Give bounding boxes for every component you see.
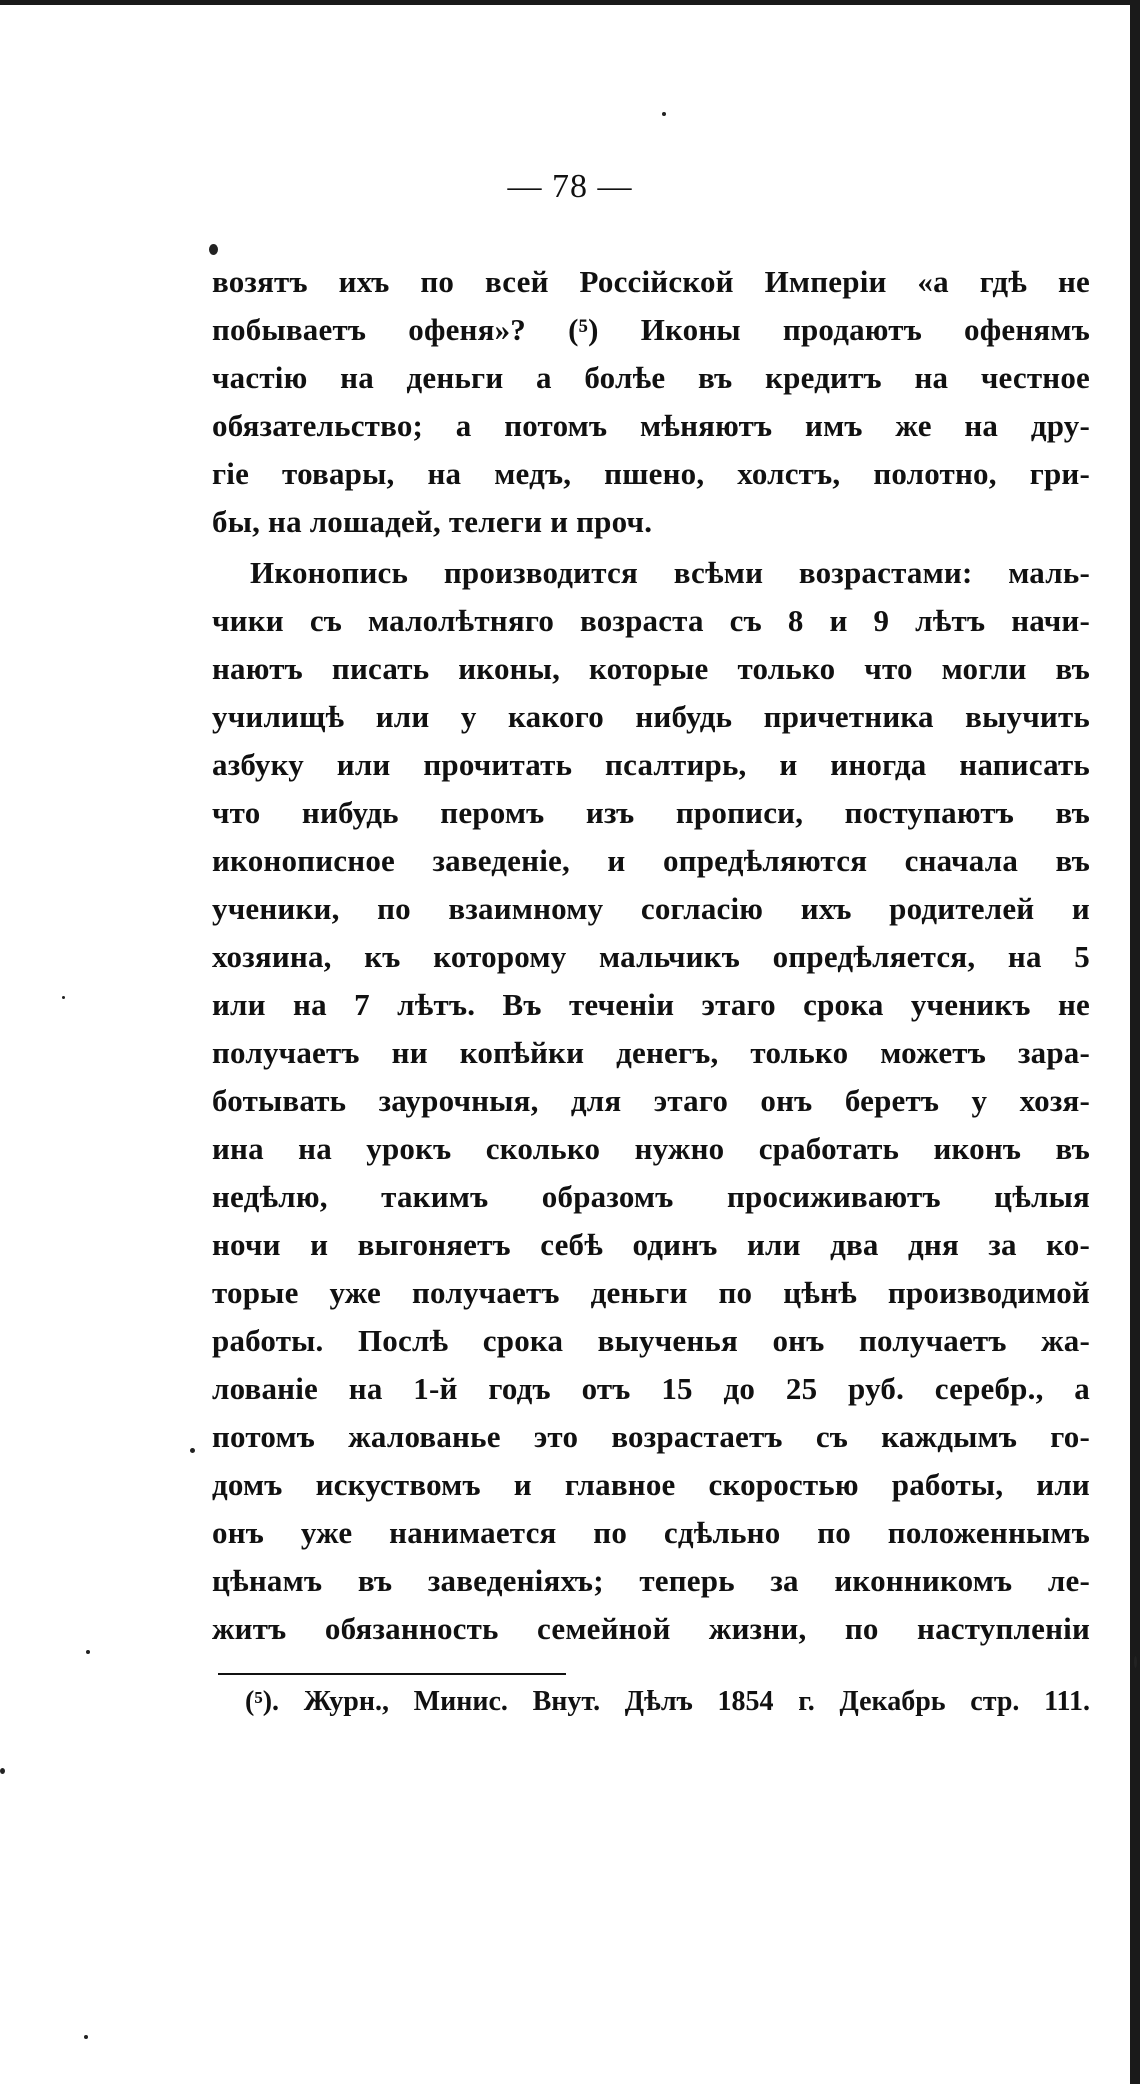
text-line: онъ уже нанимается по сдѣльно по положеннымъ <box>212 1515 1090 1550</box>
scan-right-edge <box>1130 0 1140 2084</box>
text-line: или на 7 лѣтъ. Въ теченіи этаго срока ученикъ не <box>212 987 1090 1022</box>
scan-speck <box>190 1448 195 1453</box>
paragraph <box>212 549 1090 1653</box>
text-line: лованіе на 1-й годъ отъ 15 до 25 руб. серебр., а <box>212 1371 1090 1406</box>
text-line: ученики, по взаимному согласію ихъ родителей и <box>212 891 1090 926</box>
text-line: торые уже получаетъ деньги по цѣнѣ производимой <box>212 1275 1090 1310</box>
text-line: азбуку или прочитать псалтирь, и иногда написать <box>212 747 1090 782</box>
text-line: работы. Послѣ срока выученья онъ получаетъ жа- <box>212 1323 1090 1358</box>
text-line: училищѣ или у какого нибудь причетника выучить <box>212 699 1090 734</box>
text-line: что нибудь перомъ изъ прописи, поступаютъ въ <box>212 795 1090 830</box>
text-line: цѣнамъ въ заведеніяхъ; теперь за иконникомъ ле- <box>212 1563 1090 1598</box>
text-line: гіе товары, на медъ, пшено, холстъ, полотно, гри- <box>212 456 1090 491</box>
text-line: ночи и выгоняетъ себѣ одинъ или два дня за ко- <box>212 1227 1090 1262</box>
text-line: обязательство; а потомъ мѣняютъ имъ же на дру- <box>212 408 1090 443</box>
scan-speck <box>86 1650 90 1654</box>
text-line: побываетъ офеня»? (⁵) Иконы продаютъ офенямъ <box>212 312 1090 347</box>
text-line: частію на деньги а болѣе въ кредитъ на честное <box>212 360 1090 395</box>
text-line: возятъ ихъ по всей Россійской Имперіи «а гдѣ не <box>212 264 1090 299</box>
scan-speck <box>662 112 666 116</box>
text-line: получаетъ ни копѣйки денегъ, только можетъ зара- <box>212 1035 1090 1070</box>
scan-speck <box>209 244 218 255</box>
scan-speck <box>1134 1656 1137 1668</box>
scan-speck <box>0 1768 5 1774</box>
text-line: бы, на лошадей, телеги и проч. <box>212 504 653 539</box>
scan-top-edge <box>0 0 1140 5</box>
text-line: хозяина, къ которому мальчикъ опредѣляется, на 5 <box>212 939 1090 974</box>
footnote: (⁵). Журн., Минис. Внут. Дѣлъ 1854 г. Декабрь стр. 111. <box>245 1686 1090 1717</box>
text-line: ина на урокъ сколько нужно сработать иконъ въ <box>212 1131 1090 1166</box>
text-line: житъ обязанность семейной жизни, по наступленіи <box>212 1611 1090 1646</box>
body-text <box>212 258 1090 1653</box>
text-line: наютъ писать иконы, которые только что могли въ <box>212 651 1090 686</box>
paragraph <box>212 258 1090 546</box>
page-number: — 78 — <box>507 168 633 205</box>
text-line: ботывать заурочныя, для этаго онъ беретъ у хозя- <box>212 1083 1090 1118</box>
text-line: Иконопись производится всѣми возрастами: маль- <box>250 555 1090 590</box>
text-line: недѣлю, такимъ образомъ просиживаютъ цѣлыя <box>212 1179 1090 1214</box>
text-line: потомъ жалованье это возрастаетъ съ каждымъ го- <box>212 1419 1090 1454</box>
scan-speck <box>62 996 65 999</box>
text-line: чики съ малолѣтняго возраста съ 8 и 9 лѣтъ начи- <box>212 603 1090 638</box>
scan-speck <box>84 2035 88 2039</box>
text-line: домъ искуствомъ и главное скоростью работы, или <box>212 1467 1090 1502</box>
text-line: иконописное заведеніе, и опредѣляются сначала въ <box>212 843 1090 878</box>
footnote-rule <box>218 1673 566 1675</box>
